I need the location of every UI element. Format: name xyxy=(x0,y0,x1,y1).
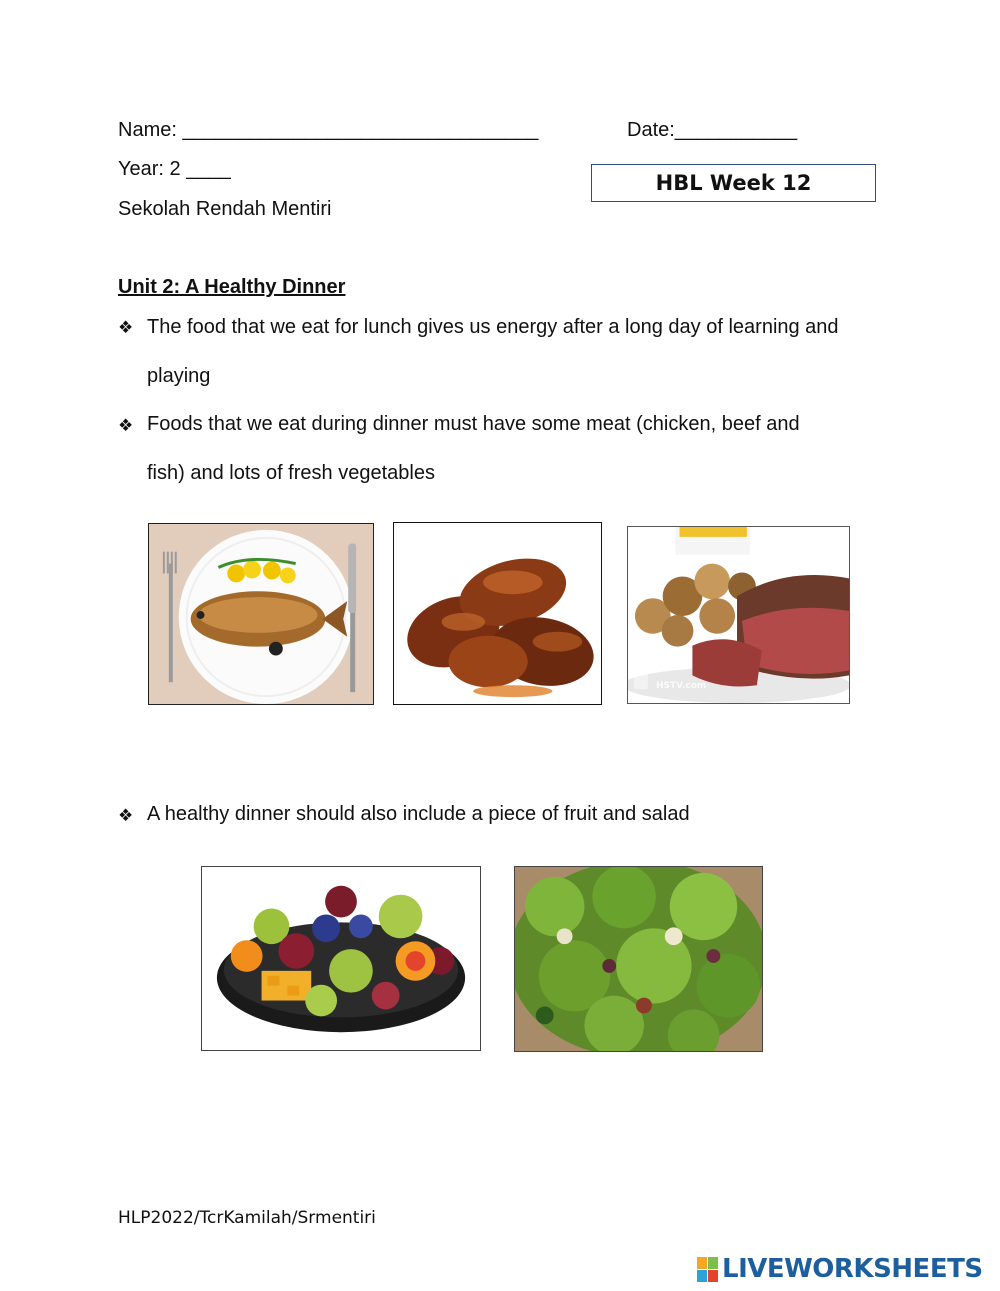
point-2-line-1: Foods that we eat during dinner must have some meat (chicken, beef and xyxy=(147,413,800,435)
fish-plate-photo xyxy=(148,523,374,705)
green-salad-photo xyxy=(514,866,763,1052)
week-box: HBL Week 12 xyxy=(591,164,876,202)
year-field-label: Year: 2 ____ xyxy=(118,158,231,180)
liveworksheets-logo xyxy=(697,1254,983,1284)
point-2-line-2: fish) and lots of fresh vegetables xyxy=(147,462,435,484)
name-field-label: Name: ________________________________ xyxy=(118,119,539,141)
liveworksheets-logo-icon xyxy=(697,1257,718,1282)
liveworksheets-wordmark: LIVEWORKSHEETS xyxy=(722,1254,983,1284)
point-1-line-1: The food that we eat for lunch gives us energy after a long day of learning and xyxy=(147,316,839,338)
school-name: Sekolah Rendah Mentiri xyxy=(118,198,332,220)
grilled-chicken-photo xyxy=(393,522,602,705)
fruit-platter-photo xyxy=(201,866,481,1051)
point-3-line-1: A healthy dinner should also include a piece of fruit and salad xyxy=(147,803,690,825)
date-field-label: Date:___________ xyxy=(627,119,798,141)
diamond-bullet-icon: ❖ xyxy=(118,318,134,337)
steak-watermark: HSTV.com xyxy=(656,681,707,691)
unit-title: Unit 2: A Healthy Dinner xyxy=(118,276,346,298)
diamond-bullet-icon: ❖ xyxy=(118,806,134,825)
footer-credit: HLP2022/TcrKamilah/Srmentiri xyxy=(118,1208,376,1228)
point-1-line-2: playing xyxy=(147,365,211,387)
diamond-bullet-icon: ❖ xyxy=(118,416,134,435)
steak-potatoes-photo xyxy=(627,526,850,704)
